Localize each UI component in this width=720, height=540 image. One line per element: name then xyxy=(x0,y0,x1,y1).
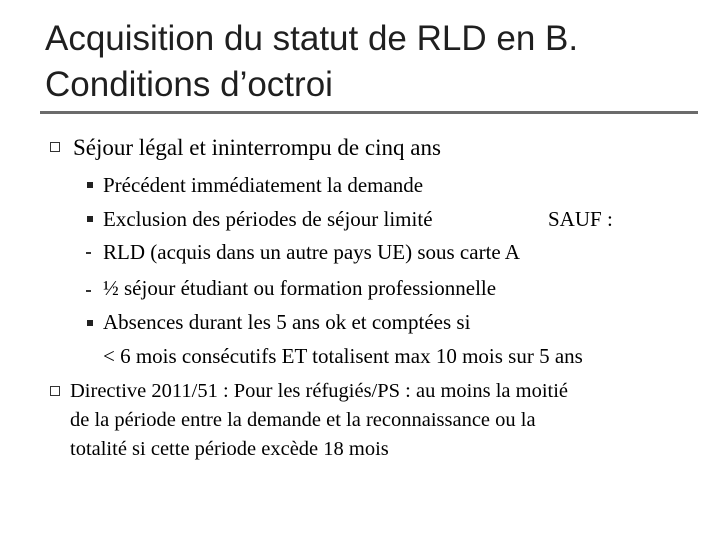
sub-bullet-4: ½ séjour étudiant ou formation professionnelle xyxy=(103,276,497,300)
main-bullet-2-line-1: Directive 2011/51 : Pour les réfugiés/PS : au moins la moitié xyxy=(70,380,569,402)
slide-title xyxy=(45,16,705,108)
sub-bullet-2: Exclusion des périodes de séjour limité xyxy=(103,207,433,231)
sub-bullet-1: Précédent immédiatement la demande xyxy=(103,173,424,197)
small-square-bullet-icon xyxy=(87,320,93,326)
sub-bullet-5-continuation: < 6 mois consécutifs ET totalisent max 10 mois sur 5 ans xyxy=(103,344,583,368)
title-line-1: Acquisition du statut de RLD en B. xyxy=(45,19,579,58)
title-line-2: Conditions d’octroi xyxy=(45,65,333,104)
main-bullet-2 xyxy=(70,377,685,464)
small-square-bullet-icon xyxy=(87,182,93,188)
dash-bullet-icon xyxy=(86,290,91,292)
dash-bullet-icon xyxy=(86,252,91,254)
main-bullet-2-line-3: totalité si cette période excède 18 mois xyxy=(70,438,389,460)
main-bullet-2-line-2: de la période entre la demande et la reconnaissance ou la xyxy=(70,409,536,431)
square-bullet-icon xyxy=(50,142,60,152)
sub-bullet-5: Absences durant les 5 ans ok et comptées si xyxy=(103,310,471,334)
title-divider xyxy=(40,111,698,114)
square-bullet-icon xyxy=(50,386,60,396)
small-square-bullet-icon xyxy=(87,216,93,222)
sub-bullet-3: RLD (acquis dans un autre pays UE) sous carte A xyxy=(103,240,520,264)
main-bullet-1: Séjour légal et ininterrompu de cinq ans xyxy=(73,135,441,160)
sub-bullet-2-suffix: SAUF : xyxy=(548,207,613,231)
